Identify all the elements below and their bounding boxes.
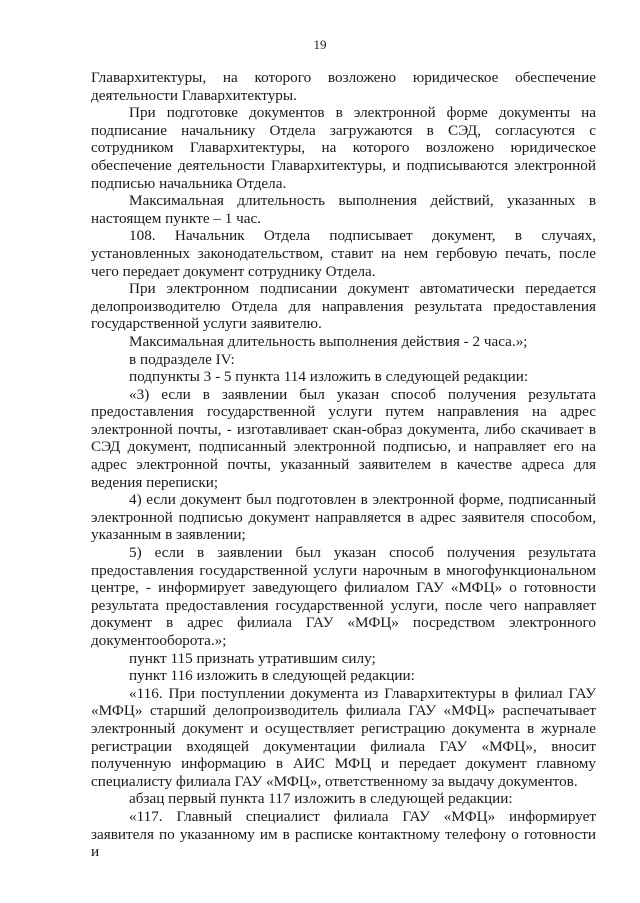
paragraph: Максимальная длительность выполнения действия - 2 часа.»;: [129, 332, 528, 350]
paragraph: «3) если в заявлении был указан способ получения результата предоставления государственной услуги путем направления на адрес электронной почты, - изготавливает скан-образ документа, либо скачивает в СЭД документ, подписанный электронной подписью, и направляет его на адрес электронной почты, указанный заявителем в качестве адреса для ведения переписки;: [91, 385, 596, 491]
paragraph: пункт 116 изложить в следующей редакции:: [129, 667, 415, 685]
paragraph: 108. Начальник Отдела подписывает документ, в случаях, установленных законодательством, ставит на нем гербовую печать, после чего передает документ сотруднику Отдела.: [91, 227, 596, 280]
paragraph: Максимальная длительность выполнения действий, указанных в настоящем пункте – 1 час.: [91, 192, 596, 227]
paragraph: При подготовке документов в электронной форме документы на подписание начальнику Отдела загружаются в СЭД, согласуются с сотрудником Главархитектуры, на которого возложено юридическое обеспечение деятельности Главархитектуры, и подписываются электронной подписью начальника Отдела.: [91, 104, 596, 192]
document-body: [91, 69, 596, 861]
paragraph: 5) если в заявлении был указан способ получения результата предоставления государственной услуги нарочным в многофункциональном центре, - информирует заведующего филиалом ГАУ «МФЦ» о готовности результата предоставления государственной услуги, после чего направляет документ в адрес филиала ГАУ «МФЦ» посредством электронного документооборота.»;: [91, 544, 596, 649]
paragraph: подпункты 3 - 5 пункта 114 изложить в следующей редакции:: [129, 368, 529, 386]
paragraph: 4) если документ был подготовлен в электронной форме, подписанный электронной подписью документ направляется в адрес заявителя способом, указанным в заявлении;: [91, 491, 596, 544]
paragraph: в подразделе IV:: [129, 350, 235, 368]
page-number: 19: [313, 37, 327, 52]
paragraph-continued: «117. Главный специалист филиала ГАУ «МФЦ» информирует заявителя по указанному им в расписке контактному телефону о готовности и: [91, 807, 596, 861]
paragraph: абзац первый пункта 117 изложить в следующей редакции:: [129, 790, 513, 808]
paragraph: При электронном подписании документ автоматически передается делопроизводителю Отдела для направления результата предоставления государственной услуги заявителю.: [91, 280, 596, 333]
paragraph: пункт 115 признать утратившим силу;: [129, 649, 376, 667]
paragraph: Главархитектуры, на которого возложено юридическое обеспечение деятельности Главархитектуры.: [91, 69, 596, 104]
paragraph: «116. При поступлении документа из Главархитектуры в филиал ГАУ «МФЦ» старший делопроизводитель филиала ГАУ «МФЦ» распечатывает электронный документ и осуществляет регистрацию документа в журнале регистрации входящей документации филиала ГАУ «МФЦ», вносит полученную информацию в АИС МФЦ и передает документ главному специалисту филиала ГАУ «МФЦ», ответственному за выдачу документов.: [91, 684, 596, 790]
